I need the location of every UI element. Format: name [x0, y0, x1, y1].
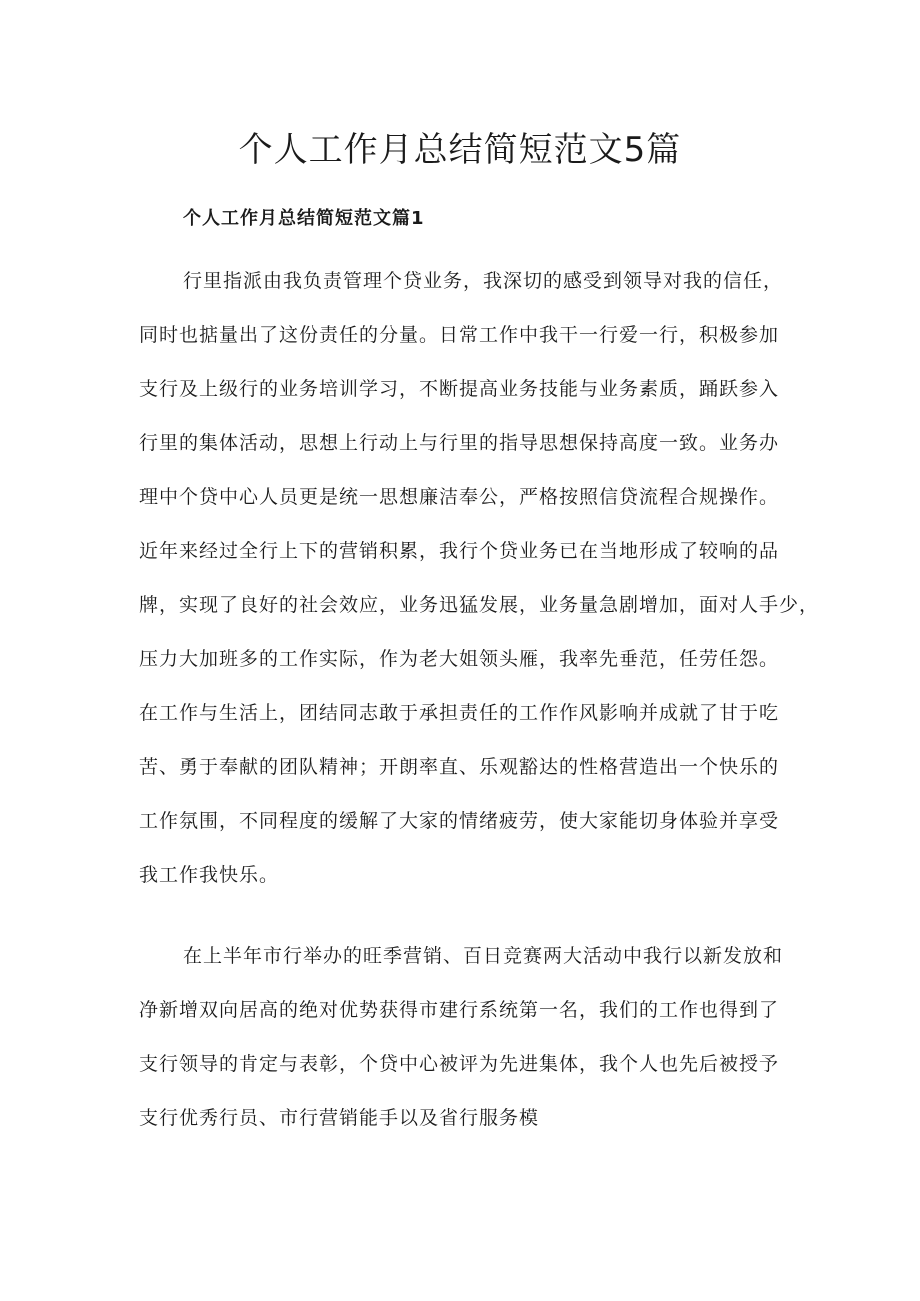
paragraph-line: 支行优秀行员、市行营销能手以及省行服务模 [139, 1107, 540, 1129]
paragraph-line: 在上半年市行举办的旺季营销、百日竞赛两大活动中我行以新发放和 [183, 945, 784, 967]
paragraph-line: 压力大加班多的工作实际，作为老大姐领头雁，我率先垂范，任劳任怨。 [139, 648, 780, 670]
document-title: 个人工作月总结简短范文5篇 [238, 130, 682, 170]
paragraph-line: 理中个贷中心人员更是统一思想廉洁奉公，严格按照信贷流程合规操作。 [139, 486, 780, 508]
paragraph-line: 牌，实现了良好的社会效应，业务迅猛发展，业务量急剧增加，面对人手少， [139, 594, 820, 616]
section-heading: 个人工作月总结简短范文篇1 [183, 208, 425, 229]
paragraph-1 [139, 254, 820, 902]
paragraph-line: 净新增双向居高的绝对优势获得市建行系统第一名，我们的工作也得到了 [139, 999, 780, 1021]
paragraph-line: 在工作与生活上，团结同志敢于承担责任的工作作风影响并成就了甘于吃 [139, 702, 780, 724]
paragraph-2 [139, 929, 794, 1145]
paragraph-line: 苦、勇于奉献的团队精神；开朗率直、乐观豁达的性格营造出一个快乐的 [139, 756, 780, 778]
paragraph-line: 行里的集体活动，思想上行动上与行里的指导思想保持高度一致。业务办 [139, 432, 780, 454]
paragraph-line: 工作氛围，不同程度的缓解了大家的情绪疲劳，使大家能切身体验并享受 [139, 810, 780, 832]
paragraph-line: 行里指派由我负责管理个贷业务，我深切的感受到领导对我的信任， [183, 270, 784, 292]
paragraph-line: 支行领导的肯定与表彰，个贷中心被评为先进集体，我个人也先后被授予 [139, 1053, 780, 1075]
paragraph-line: 支行及上级行的业务培训学习，不断提高业务技能与业务素质，踊跃参入 [139, 378, 780, 400]
paragraph-line: 近年来经过全行上下的营销积累，我行个贷业务已在当地形成了较响的品 [139, 540, 780, 562]
paragraph-line: 我工作我快乐。 [139, 864, 280, 886]
paragraph-line: 同时也掂量出了这份责任的分量。日常工作中我干一行爱一行，积极参加 [139, 324, 780, 346]
